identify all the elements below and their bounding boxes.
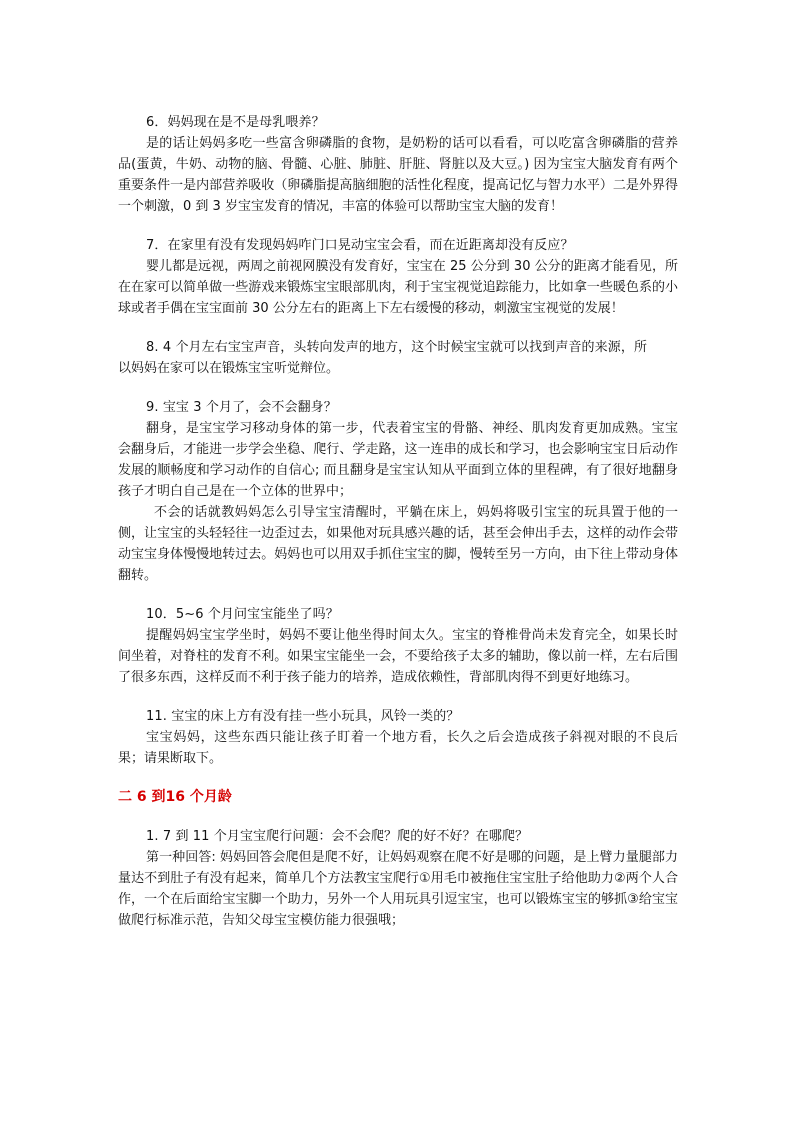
question-7: 7．在家里有没有发现妈妈咋门口晃动宝宝会看，而在近距离却没有反应？ (146, 238, 574, 253)
qa-item-8 (118, 337, 678, 379)
answer-10: 提醒妈妈宝宝学坐时，妈妈不要让他坐得时间太久。宝宝的脊椎骨尚未发育完全，如果长时间坐着，对脊柱的发育不利。如果宝宝能坐一会，不要给孩子太多的辅助，像以前一样，左右后围了很多东西，这样反而不利于孩子能力的培养，造成依赖性，背部肌肉得不到更好地练习。 (118, 628, 678, 685)
question-9: 9. 宝宝 3 个月了，会不会翻身？ (146, 400, 337, 415)
section-heading: 二 6 到16 个月龄 (118, 789, 232, 805)
section-question-1: 1. 7 到 11 个月宝宝爬行问题：会不会爬？爬的好不好？在哪爬？ (146, 829, 529, 844)
answer-6: 是的话让妈妈多吃一些富含卵磷脂的食物，是奶粉的话可以看看，可以吃富含卵磷脂的营养品(蛋黄，牛奶、动物的脑、骨髓、心脏、肺脏、肝脏、肾脏以及大豆。) 因为宝宝大脑发育有两个重要条件一是内部营养吸收（卵磷脂提高脑细胞的活性化程度，提高记忆与智力水平）二是外界得一个刺激，0 到 3 岁宝宝发育的情况，丰富的体验可以帮助宝宝大脑的发育！ (118, 136, 678, 214)
section-answer-1: 第一种回答: 妈妈回答会爬但是爬不好，让妈妈观察在爬不好是哪的问题，是上臂力量腿部力量达不到肚子有没有起来，简单几个方法教宝宝爬行①用毛巾被拖住宝宝肚子给他助力②两个人合作，一个在后面给宝宝脚一个助力，另外一个人用玩具引逗宝宝，也可以锻炼宝宝的够抓③给宝宝做爬行标准示范，告知父母宝宝模仿能力很强哦； (118, 850, 678, 928)
answer-9-paragraph-2: 不会的话就教妈妈怎么引导宝宝清醒时，平躺在床上，妈妈将吸引宝宝的玩具置于他的一侧，让宝宝的头轻轻往一边歪过去，如果他对玩具感兴趣的话，甚至会伸出手去，这样的动作会带动宝宝身体慢慢地转过去。妈妈也可以用双手抓住宝宝的脚，慢转至另一方向，由下往上带动身体翻转。 (118, 505, 678, 583)
question-11: 11. 宝宝的床上方有没有挂一些小玩具，风铃一类的？ (146, 709, 460, 724)
qa-item-11 (118, 706, 678, 769)
qa-item-10 (118, 604, 678, 688)
qa-item-6 (118, 112, 678, 217)
qa-item-7 (118, 235, 678, 319)
question-6: 6．妈妈现在是不是母乳喂养？ (146, 115, 325, 130)
question-8: 8. 4 个月左右宝宝声音，头转向发声的地方，这个时候宝宝就可以找到声音的来源，所 (146, 340, 648, 355)
section-qa-item-1 (118, 826, 678, 931)
answer-8: 以妈妈在家可以在锻炼宝宝听觉辩位。 (118, 361, 340, 376)
document-page (118, 112, 678, 949)
question-10: 10．5~6 个月问宝宝能坐了吗？ (146, 607, 339, 622)
answer-11: 宝宝妈妈，这些东西只能让孩子盯着一个地方看，长久之后会造成孩子斜视对眼的不良后果；请果断取下。 (118, 730, 678, 766)
qa-item-9 (118, 397, 678, 586)
answer-9-paragraph-1: 翻身，是宝宝学习移动身体的第一步，代表着宝宝的骨骼、神经、肌肉发育更加成熟。宝宝会翻身后，才能进一步学会坐稳、爬行、学走路，这一连串的成长和学习，也会影响宝宝日后动作发展的顺畅度和学习动作的自信心; 而且翻身是宝宝认知从平面到立体的里程碑，有了很好地翻身孩子才明白自己是在一个立体的世界中； (118, 421, 678, 499)
answer-7: 婴儿都是远视，两周之前视网膜没有发育好，宝宝在 25 公分到 30 公分的距离才能看见，所在在家可以简单做一些游戏来锻炼宝宝眼部肌肉，利于宝宝视觉追踪能力，比如拿一些暖色系的小球或者手偶在宝宝面前 30 公分左右的距离上下左右缓慢的移动，刺激宝宝视觉的发展！ (118, 259, 678, 316)
